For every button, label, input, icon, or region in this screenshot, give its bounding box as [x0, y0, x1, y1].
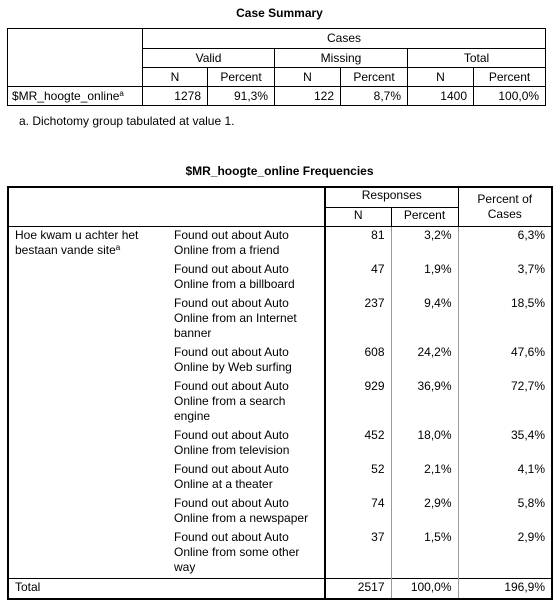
n-cell: 47	[371, 261, 385, 276]
percent-cell: 18,0%	[391, 427, 458, 461]
row-label: Found out about Auto Online from a friend	[168, 226, 325, 261]
subheader-percent: Percent	[208, 68, 275, 87]
percent-cell: 2,1%	[391, 461, 458, 495]
total-percent-of-cases: 196,9%	[458, 578, 552, 599]
valid-n: 1278	[143, 87, 208, 106]
total-percent: 100,0%	[474, 87, 546, 106]
subheader-n: N	[143, 68, 208, 87]
n-cell: 608	[364, 344, 385, 359]
cases-header: Cases	[143, 29, 546, 49]
n-cell: 74	[371, 495, 385, 510]
percent-header: Percent	[391, 207, 458, 226]
percent-of-cases-cell: 47,6%	[458, 344, 552, 378]
percent-of-cases-cell: 5,8%	[458, 495, 552, 529]
percent-of-cases-cell: 6,3%	[458, 226, 552, 261]
n-cell: 452	[364, 427, 385, 442]
n-cell: 52	[371, 461, 385, 476]
total-label: Total	[8, 578, 168, 599]
corner-cell	[8, 29, 143, 87]
percent-cell: 1,5%	[391, 529, 458, 579]
percent-of-cases-cell: 4,1%	[458, 461, 552, 495]
group-label: Hoe kwam u achter het bestaan vande site$^a$	[8, 226, 168, 578]
group-header-missing: Missing	[275, 49, 408, 68]
total-spacer	[168, 578, 325, 599]
responses-header: Responses	[325, 187, 458, 207]
row-label: Found out about Auto Online from a billboard	[168, 261, 325, 295]
corner-cell	[8, 187, 325, 226]
frequencies-table	[7, 186, 553, 600]
percent-of-cases-cell: 2,9%	[458, 529, 552, 579]
missing-n: 122	[275, 87, 341, 106]
n-cell: 37	[371, 529, 385, 544]
table-row	[8, 226, 552, 261]
n-header: N	[325, 207, 391, 226]
percent-of-cases-cell: 3,7%	[458, 261, 552, 295]
frequencies-title: $MR_hoogte_online Frequencies	[185, 164, 374, 178]
total-percent: 100,0%	[391, 578, 458, 599]
row-label: Found out about Auto Online by Web surfing	[168, 344, 325, 378]
percent-cell: 2,9%	[391, 495, 458, 529]
n-cell: 81	[325, 226, 391, 261]
footnote-marker: a	[119, 89, 124, 98]
row-label: Found out about Auto Online from television	[168, 427, 325, 461]
row-label: Found out about Auto Online from a newspaper	[168, 495, 325, 529]
group-header-total: Total	[408, 49, 546, 68]
row-label: Found out about Auto Online from some other way	[168, 529, 325, 579]
percent-cell: 24,2%	[391, 344, 458, 378]
row-label: Found out about Auto Online from an Internet banner	[168, 295, 325, 344]
percent-cell: 36,9%	[391, 378, 458, 427]
total-n: 2517	[325, 578, 391, 599]
subheader-percent: Percent	[474, 68, 546, 87]
subheader-n: N	[275, 68, 341, 87]
total-n: 1400	[408, 87, 474, 106]
total-row	[8, 578, 552, 599]
footnote-marker: a	[115, 242, 121, 252]
footnote: a. Dichotomy group tabulated at value 1.	[19, 114, 235, 128]
valid-percent: 91,3%	[208, 87, 275, 106]
percent-cell: 3,2%	[391, 226, 458, 261]
subheader-n: N	[408, 68, 474, 87]
percent-of-cases-cell: 35,4%	[458, 427, 552, 461]
case-summary-table	[7, 28, 546, 106]
case-summary-title: Case Summary	[236, 6, 323, 20]
row-label: Found out about Auto Online from a search engine	[168, 378, 325, 427]
row-label: $MR_hoogte_online$^a$	[8, 87, 143, 106]
percent-of-cases-header: Percent of Cases	[458, 187, 552, 226]
percent-of-cases-cell: 18,5%	[458, 295, 552, 344]
group-header-valid: Valid	[143, 49, 275, 68]
table-row	[8, 87, 546, 106]
subheader-percent: Percent	[341, 68, 408, 87]
percent-cell: 9,4%	[391, 295, 458, 344]
n-cell: 929	[364, 378, 385, 393]
percent-of-cases-cell: 72,7%	[458, 378, 552, 427]
row-label: Found out about Auto Online at a theater	[168, 461, 325, 495]
missing-percent: 8,7%	[341, 87, 408, 106]
percent-cell: 1,9%	[391, 261, 458, 295]
n-cell: 237	[364, 295, 385, 310]
